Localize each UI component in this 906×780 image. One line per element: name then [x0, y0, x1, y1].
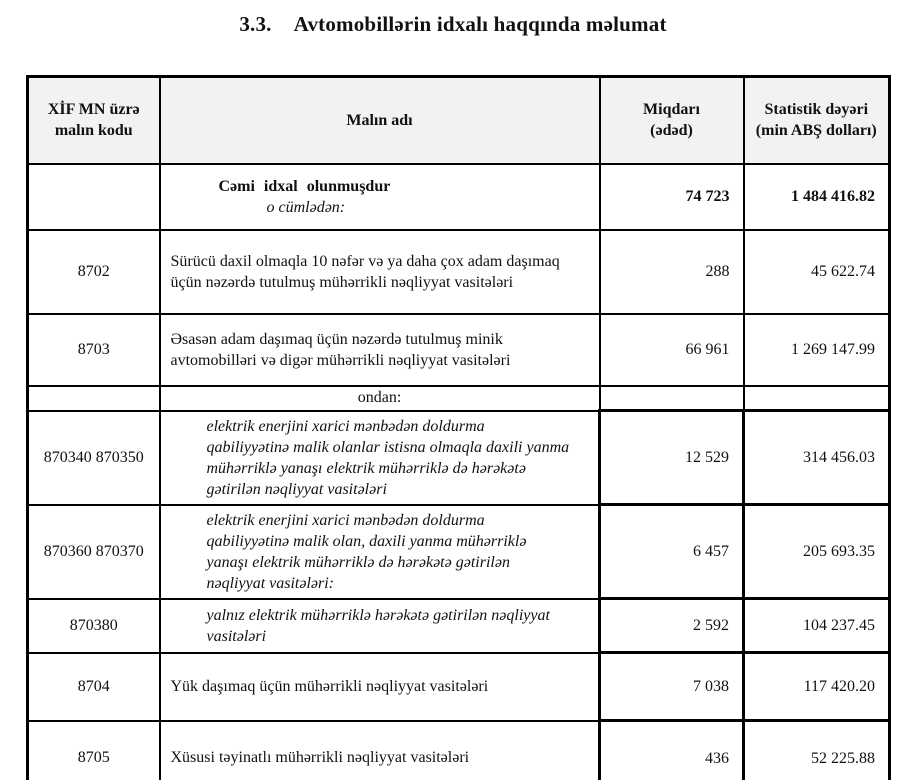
- section-label-cell: ondan:: [160, 386, 600, 411]
- qty-cell: [600, 386, 744, 411]
- code-cell: 870380: [28, 599, 160, 653]
- name-cell: elektrik enerjini xarici mənbədən doldurma qabiliyyətinə malik olanlar istisna olmaqla daxili yanma mühərriklə yanaşı elektrik mühərriklə də hərəkətə gətirilən nəqliyyat vasitələri: [160, 411, 600, 505]
- name-cell: Sürücü daxil olmaqla 10 nəfər və ya daha çox adam daşımaq üçün nəzərdə tutulmuş mühərrikli nəqliyyat vasitələri: [160, 230, 600, 314]
- qty-cell: 6 457: [600, 505, 744, 599]
- code-cell: [28, 164, 160, 230]
- code-cell: 8702: [28, 230, 160, 314]
- value-cell: 314 456.03: [744, 411, 890, 505]
- name-cell: Yük daşımaq üçün mühərrikli nəqliyyat vasitələri: [160, 653, 600, 721]
- header-cell-value: Statistik dəyəri (min ABŞ dolları): [744, 77, 890, 164]
- qty-cell: 288: [600, 230, 744, 314]
- name-cell: elektrik enerjini xarici mənbədən doldurma qabiliyyətinə malik olan, daxili yanma mühərriklə yanaşı elektrik mühərriklə də hərəkətə gətirilən nəqliyyat vasitələri:: [160, 505, 600, 599]
- value-cell: 1 484 416.82: [744, 164, 890, 230]
- code-cell: 8705: [28, 721, 160, 780]
- header-cell-code: XİF MN üzrə malın kodu: [28, 77, 160, 164]
- total-label: Cəmi idxal olunmuşdur: [218, 177, 391, 195]
- table-row: [28, 411, 890, 505]
- table-row: [28, 230, 890, 314]
- value-cell: 205 693.35: [744, 505, 890, 599]
- table-row-total: [28, 164, 890, 230]
- value-cell: 104 237.45: [744, 599, 890, 653]
- code-cell: [28, 386, 160, 411]
- qty-cell: 7 038: [600, 653, 744, 721]
- value-cell: 117 420.20: [744, 653, 890, 721]
- code-cell: 8704: [28, 653, 160, 721]
- page-title: [0, 12, 906, 37]
- table-row-section: [28, 386, 890, 411]
- qty-cell: 66 961: [600, 314, 744, 386]
- value-cell: 45 622.74: [744, 230, 890, 314]
- qty-cell: 436: [600, 721, 744, 780]
- header-qty-line1: Miqdarı: [643, 101, 700, 119]
- table-row: [28, 505, 890, 599]
- value-cell: 1 269 147.99: [744, 314, 890, 386]
- name-cell: yalnız elektrik mühərriklə hərəkətə gətirilən nəqliyyat vasitələri: [160, 599, 600, 653]
- table-row: [28, 721, 890, 780]
- code-cell: 870340 870350: [28, 411, 160, 505]
- name-cell: Əsasən adam daşımaq üçün nəzərdə tutulmuş minik avtomobilləri və digər mühərrikli nəqliyyat vasitələri: [160, 314, 600, 386]
- value-cell: 52 225.88: [744, 721, 890, 780]
- header-cell-name: Malın adı: [160, 77, 600, 164]
- table-row: [28, 599, 890, 653]
- table-header-row: [28, 77, 890, 164]
- imports-table: [26, 75, 891, 780]
- value-cell: [744, 386, 890, 411]
- qty-cell: 12 529: [600, 411, 744, 505]
- code-cell: 8703: [28, 314, 160, 386]
- qty-cell: 74 723: [600, 164, 744, 230]
- total-sublabel: o cümlədən:: [266, 198, 346, 216]
- section-number: 3.3.: [239, 12, 272, 36]
- qty-cell: 2 592: [600, 599, 744, 653]
- header-cell-qty: [600, 77, 744, 164]
- name-cell: Xüsusi təyinatlı mühərrikli nəqliyyat vasitələri: [160, 721, 600, 780]
- table-row: [28, 314, 890, 386]
- section-title-text: Avtomobillərin idxalı haqqında məlumat: [293, 12, 667, 36]
- header-qty-line2: (ədəd): [650, 122, 693, 140]
- name-cell: [160, 164, 600, 230]
- code-cell: 870360 870370: [28, 505, 160, 599]
- table-row: [28, 653, 890, 721]
